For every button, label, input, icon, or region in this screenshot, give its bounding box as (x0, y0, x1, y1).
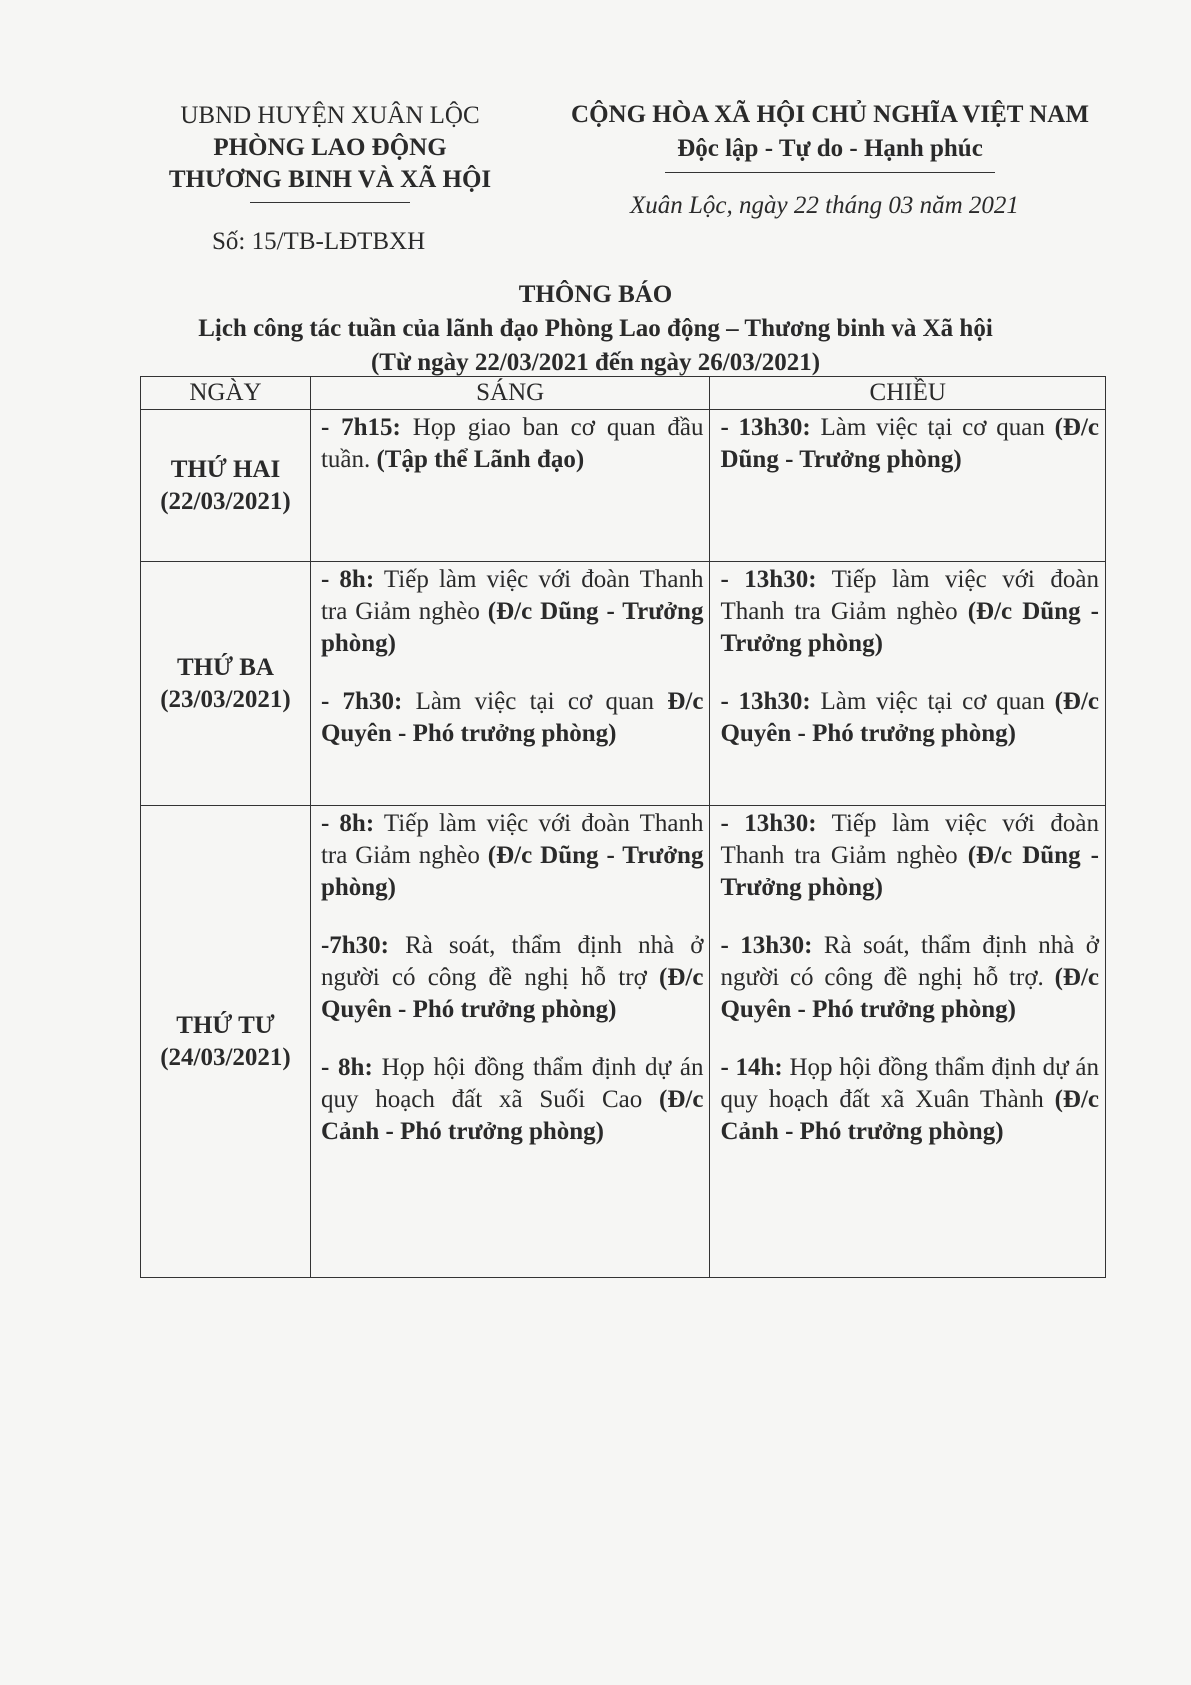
table-row (141, 410, 1106, 562)
entry-text: Làm việc tại cơ quan (402, 688, 668, 715)
entry-time: - 8h: (320, 1054, 373, 1081)
department-name-line1: PHÒNG LAO ĐỘNG (213, 134, 447, 161)
place-and-date: Xuân Lộc, ngày 22 tháng 03 năm 2021 (630, 192, 1019, 219)
entry-time: - 13h30: (720, 414, 811, 441)
entry-person: (Tập thể Lãnh đạo) (376, 446, 585, 473)
entry-person: (Đ/c Dũng - Trưởng phòng) (720, 842, 1099, 901)
header-divider-left (250, 202, 410, 203)
weekly-schedule-table (140, 376, 1106, 1278)
date-range: (Từ ngày 22/03/2021 đến ngày 26/03/2021) (370, 349, 821, 376)
national-motto: Độc lập - Tự do - Hạnh phúc (677, 135, 983, 162)
entry-text: Tiếp làm việc với đoàn Thanh tra Giảm nghèo (320, 566, 704, 625)
entry-person: (Đ/c Quyên - Phó trưởng phòng) (720, 964, 1099, 1023)
national-title-block (540, 98, 1120, 173)
weekday-date: (23/03/2021) (160, 685, 291, 713)
morning-cell (310, 562, 710, 806)
day-cell (141, 806, 311, 1278)
schedule-entry (321, 686, 704, 750)
department-name-line2: THƯƠNG BINH VÀ XÃ HỘI (168, 166, 492, 193)
entry-time: - 13h30: (720, 810, 817, 837)
schedule-entry (321, 412, 704, 476)
republic-name: CỘNG HÒA XÃ HỘI CHỦ NGHĨA VIỆT NAM (571, 101, 1089, 128)
entry-time: - 13h30: (720, 932, 813, 959)
schedule-entry (720, 412, 1099, 476)
entry-time: -7h30: (320, 932, 389, 959)
weekday: THỨ TƯ (176, 1011, 275, 1039)
entry-person: (Đ/c Quyên - Phó trưởng phòng) (320, 964, 704, 1023)
document-number: Số: 15/TB-LĐTBXH (212, 228, 426, 255)
weekday-date: (24/03/2021) (160, 1043, 291, 1071)
entry-text: Họp giao ban cơ quan đầu tuần. (320, 414, 704, 473)
entry-time: - 7h30: (320, 688, 403, 715)
entry-person: (Đ/c Dũng - Trưởng phòng) (320, 842, 704, 901)
weekday: THỨ HAI (170, 455, 281, 483)
entry-time: - 13h30: (720, 688, 811, 715)
schedule-entry (720, 808, 1099, 904)
morning-cell (310, 806, 710, 1278)
morning-cell (310, 410, 710, 562)
entry-text: Tiếp làm việc với đoàn Thanh tra Giảm nghèo (320, 810, 704, 869)
entry-text: Họp hội đồng thẩm định dự án quy hoạch đất xã Suối Cao (320, 1054, 704, 1113)
entry-person: (Đ/c Dũng - Trưởng phòng) (720, 598, 1099, 657)
table-header-row (141, 377, 1106, 410)
schedule-body (141, 410, 1106, 1278)
document-subtitle: Lịch công tác tuần của lãnh đạo Phòng Lao động – Thương binh và Xã hội (198, 315, 993, 342)
schedule-entry (321, 930, 704, 1026)
column-header-afternoon: CHIỀU (710, 377, 1106, 410)
entry-time: - 8h: (320, 566, 375, 593)
entry-text: Tiếp làm việc với đoàn Thanh tra Giảm nghèo (720, 810, 1099, 869)
schedule-entry (720, 564, 1099, 660)
entry-time: - 7h15: (320, 414, 401, 441)
entry-text: Rà soát, thẩm định nhà ở người có công đề nghị hỗ trợ (320, 932, 704, 991)
day-cell (141, 410, 311, 562)
day-cell (141, 562, 311, 806)
afternoon-cell (710, 806, 1106, 1278)
weekday-date: (22/03/2021) (160, 487, 291, 515)
schedule-entry (321, 564, 704, 660)
entry-person: (Đ/c Dũng - Trưởng phòng) (720, 414, 1099, 473)
entry-person: (Đ/c Quyên - Phó trưởng phòng) (720, 688, 1099, 747)
entry-person: (Đ/c Cảnh - Phó trưởng phòng) (320, 1086, 704, 1145)
table-row (141, 806, 1106, 1278)
table-row (141, 562, 1106, 806)
schedule-entry (321, 808, 704, 904)
entry-person: Đ/c Quyên - Phó trưởng phòng) (320, 688, 704, 747)
entry-time: - 8h: (320, 810, 375, 837)
schedule-entry (720, 930, 1099, 1026)
agency-name: UBND HUYỆN XUÂN LỘC (180, 102, 480, 129)
column-header-morning: SÁNG (310, 377, 710, 410)
header-divider-right (665, 172, 995, 173)
entry-time: - 14h: (720, 1054, 783, 1081)
schedule-entry (720, 1052, 1099, 1148)
entry-text: Họp hội đồng thẩm định dự án quy hoạch đất xã Xuân Thành (720, 1054, 1099, 1113)
schedule-entry (321, 1052, 704, 1148)
afternoon-cell (710, 562, 1106, 806)
weekday: THỨ BA (176, 653, 274, 681)
afternoon-cell (710, 410, 1106, 562)
column-header-day: NGÀY (141, 377, 311, 410)
entry-person: (Đ/c Dũng - Trưởng phòng) (320, 598, 704, 657)
entry-person: (Đ/c Cảnh - Phó trưởng phòng) (720, 1086, 1099, 1145)
entry-text: Rà soát, thẩm định nhà ở người có công đề nghị hỗ trợ. (720, 932, 1099, 991)
schedule-entry (720, 686, 1099, 750)
entry-text: Làm việc tại cơ quan (810, 688, 1055, 715)
document-title-block (0, 278, 1191, 380)
document-title: THÔNG BÁO (518, 281, 673, 308)
entry-time: - 13h30: (720, 566, 817, 593)
entry-text: Tiếp làm việc với đoàn Thanh tra Giảm nghèo (720, 566, 1099, 625)
issuing-agency-block (140, 100, 520, 203)
entry-text: Làm việc tại cơ quan (810, 414, 1055, 441)
